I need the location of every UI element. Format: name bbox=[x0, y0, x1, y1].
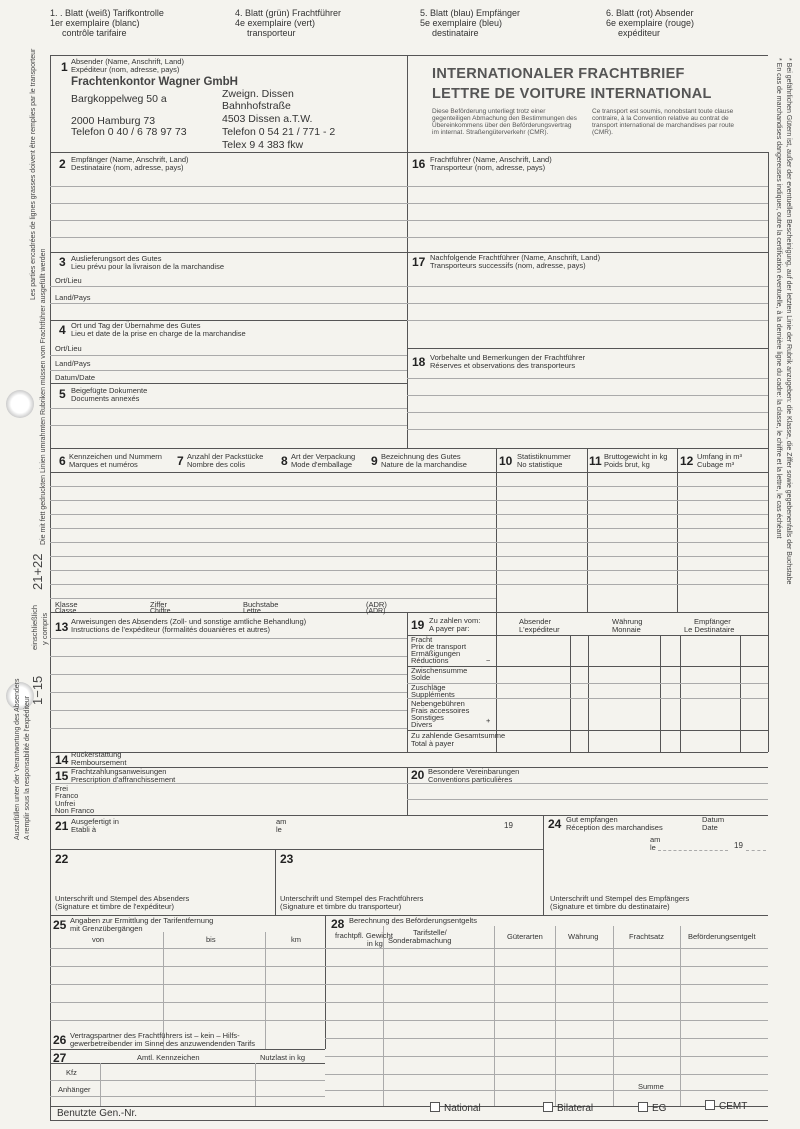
checkbox-national-label: National bbox=[444, 1103, 481, 1114]
divider-21-24 bbox=[543, 815, 544, 915]
box25-label-de2: mit Grenzübergängen bbox=[70, 924, 143, 933]
line-goods-3 bbox=[50, 514, 768, 515]
margin-left-6: y compris bbox=[40, 612, 49, 645]
box14-number: 14 bbox=[55, 753, 69, 767]
goods-9-fr: Nature de la marchandise bbox=[381, 460, 467, 469]
margin-left-1: Les parties encadrées de lignes grasses doivent être remplies par le transporteur bbox=[30, 48, 37, 300]
box19-plus: + bbox=[486, 716, 491, 725]
line-b4b bbox=[50, 370, 407, 371]
line-13b bbox=[50, 656, 407, 657]
margin-right-1: * Bei gefährlichen Gütern ist, außer der eventuellen Bescheinigung, auf der letzten Linie der Rubrik anzugeben: die Klasse, die Ziffer sowie gegebenenfalls der Buchstabe bbox=[785, 58, 792, 585]
copy-header-5 bbox=[420, 8, 520, 38]
goods-6-number: 6 bbox=[59, 454, 66, 468]
box24-am: am bbox=[650, 835, 661, 844]
goods-8-number: 8 bbox=[281, 454, 288, 468]
goods-klasse: Klasse bbox=[55, 600, 78, 609]
box5-label-fr: Documents annexés bbox=[71, 394, 140, 403]
line-goods-7 bbox=[50, 570, 768, 571]
box26-number: 26 bbox=[53, 1033, 67, 1047]
goods-adr-1: (ADR) bbox=[366, 600, 387, 609]
copy-header-4 bbox=[235, 8, 341, 38]
goods-6-fr: Marques et numéros bbox=[69, 460, 138, 469]
goods-12-number: 12 bbox=[680, 454, 694, 468]
box18-label-fr: Réserves et observations des transporteurs bbox=[430, 361, 576, 370]
box16-label-fr: Transporteur (nom, adresse, pays) bbox=[430, 163, 546, 172]
box19-wahrung: Währung bbox=[612, 617, 643, 626]
margin-left-2: Die mit fett gedruckten Linien umrahmten Rubriken müssen vom Frachtführer ausgefüllt werden bbox=[40, 248, 47, 545]
line-152 bbox=[50, 152, 768, 153]
title-fr: LETTRE DE VOITURE INTERNATIONAL bbox=[432, 86, 712, 102]
box2-label-fr: Destinataire (nom, adresse, pays) bbox=[71, 163, 184, 172]
branch-telex: Telex 9 4 383 fkw bbox=[222, 139, 304, 151]
box20-label-fr: Conventions particulières bbox=[428, 775, 513, 784]
frame-bottom bbox=[50, 1120, 768, 1121]
box25-bis: bis bbox=[206, 935, 216, 944]
box17-label-de: Nachfolgende Frachtführer (Name, Anschrift, Land) bbox=[430, 253, 601, 262]
box24-le: le bbox=[650, 843, 656, 852]
line-goods-hdr bbox=[50, 472, 768, 473]
box16-label-de: Frachtführer (Name, Anschrift, Land) bbox=[430, 155, 552, 164]
goods-classe: Classe bbox=[55, 608, 77, 615]
box19-row-2: Ermäßigungen bbox=[411, 649, 461, 658]
col-28-2 bbox=[494, 926, 495, 1106]
box19-row-7: Suppléments bbox=[411, 690, 455, 699]
box19-empfanger: Empfänger bbox=[694, 617, 731, 626]
box1-label-fr: Expéditeur (nom, adresse, pays) bbox=[71, 65, 180, 74]
goods-col-11 bbox=[587, 448, 588, 612]
footer-gen-nr: Benutzte Gen.-Nr. bbox=[57, 1108, 138, 1119]
copy4-line3: transporteur bbox=[247, 28, 296, 38]
branch-phone: Telefon 0 54 21 / 771 - 2 bbox=[222, 126, 336, 138]
goods-ziffer: Ziffer bbox=[150, 600, 167, 609]
line-b2d bbox=[50, 237, 407, 238]
line-849 bbox=[50, 849, 543, 850]
margin-left-4: 1−15 bbox=[30, 675, 45, 705]
box13-number: 13 bbox=[55, 620, 69, 634]
box25-km: km bbox=[291, 935, 301, 944]
line-b17b bbox=[407, 303, 768, 304]
box15-unfrei: Unfrei bbox=[55, 799, 76, 808]
box4-label-de: Ort und Tag der Übernahme des Gutes bbox=[71, 321, 201, 330]
line-13a bbox=[50, 638, 407, 639]
box21-am: am bbox=[276, 817, 287, 826]
line-25c bbox=[50, 1002, 325, 1003]
col-19-d bbox=[660, 635, 661, 752]
box1-label-de: Absender (Name, Anschrift, Land) bbox=[71, 57, 184, 66]
box19-absender: Absender bbox=[519, 617, 552, 626]
goods-11-de: Bruttogewicht in kg bbox=[604, 452, 668, 461]
goods-10-number: 10 bbox=[499, 454, 513, 468]
box3-land: Land/Pays bbox=[55, 293, 91, 302]
box1-number: 1 bbox=[61, 60, 68, 74]
line-b2c bbox=[50, 220, 407, 221]
line-28e bbox=[325, 1038, 768, 1039]
box15-number: 15 bbox=[55, 769, 69, 783]
line-28g bbox=[325, 1074, 768, 1075]
sender-city: 2000 Hamburg 73 bbox=[71, 115, 156, 127]
col-28-3 bbox=[555, 926, 556, 1106]
box19-row-13: Total à payer bbox=[411, 739, 454, 748]
line-28b bbox=[325, 984, 768, 985]
checkbox-eg-label: EG bbox=[652, 1103, 667, 1114]
frame-right-bold bbox=[768, 152, 769, 752]
box19-row-10: Sonstiges bbox=[411, 713, 444, 722]
copy5-line3: destinataire bbox=[432, 28, 479, 38]
box20-number: 20 bbox=[411, 768, 425, 782]
box4-land: Land/Pays bbox=[55, 359, 91, 368]
frame-top bbox=[50, 55, 768, 56]
sender-street: Bargkoppelweg 50 a bbox=[71, 93, 167, 105]
box19-label-de: Zu zahlen vom: bbox=[429, 616, 481, 625]
box19-minus: − bbox=[486, 656, 491, 665]
box26-text-2: gewerbetreibender im Sinne des anzuwendenden Tarifs bbox=[70, 1039, 255, 1048]
goods-9-de: Bezeichnung des Gutes bbox=[381, 452, 461, 461]
punch-hole-top bbox=[6, 390, 34, 418]
copy6-line3: expéditeur bbox=[618, 28, 661, 38]
box19-row-11: Divers bbox=[411, 720, 433, 729]
box19-row-6: Zuschläge bbox=[411, 683, 446, 692]
line-383 bbox=[50, 383, 407, 384]
box24-sig-de: Unterschrift und Stempel des Empfängers bbox=[550, 894, 690, 903]
box24-date: Date bbox=[702, 823, 718, 832]
line-goods-4 bbox=[50, 528, 768, 529]
copy4-line2: 4e exemplaire (vert) bbox=[235, 18, 316, 28]
box28-col1b: in kg bbox=[367, 939, 383, 948]
checkbox-eg[interactable] bbox=[638, 1102, 648, 1112]
box21-number: 21 bbox=[55, 819, 69, 833]
box22-number: 22 bbox=[55, 852, 69, 866]
box16-number: 16 bbox=[412, 157, 426, 171]
goods-7-de: Anzahl der Packstücke bbox=[187, 452, 264, 461]
line-25-hdr bbox=[50, 948, 325, 949]
checkbox-national[interactable] bbox=[430, 1102, 440, 1112]
box18-number: 18 bbox=[412, 355, 426, 369]
box23-sig-de: Unterschrift und Stempel des Frachtführers bbox=[280, 894, 424, 903]
line-b16a bbox=[407, 186, 768, 187]
checkbox-bilateral[interactable] bbox=[543, 1102, 553, 1112]
box4-ort: Ort/Lieu bbox=[55, 344, 82, 353]
line-b18b bbox=[407, 395, 768, 396]
goods-9-number: 9 bbox=[371, 454, 378, 468]
box24-label-de: Gut empfangen bbox=[566, 815, 618, 824]
box25-von: von bbox=[92, 935, 105, 944]
box4-label-fr: Lieu et date de la prise en charge de la marchandise bbox=[71, 329, 246, 338]
line-b2a bbox=[50, 186, 407, 187]
goods-8-fr: Mode d'emballage bbox=[291, 460, 353, 469]
box2-label-de: Empfänger (Name, Anschrift, Land) bbox=[71, 155, 189, 164]
box28-col5: Frachtsatz bbox=[629, 932, 665, 941]
line-28c bbox=[325, 1002, 768, 1003]
col-19-c bbox=[588, 635, 589, 752]
box2-number: 2 bbox=[59, 157, 66, 171]
margin-left-7: Auszufüllen unter der Verantwortung des Absenders bbox=[14, 678, 21, 840]
goods-col-10 bbox=[496, 448, 497, 612]
goods-8-de: Art der Verpackung bbox=[291, 452, 356, 461]
box24-year: 19 bbox=[734, 841, 743, 850]
box19-number: 19 bbox=[411, 618, 425, 632]
box25-number: 25 bbox=[53, 918, 67, 932]
col-19-b bbox=[570, 635, 571, 752]
box27-anhanger: Anhänger bbox=[58, 1085, 91, 1094]
box27-nutzlast: Nutzlast in kg bbox=[260, 1053, 306, 1062]
copy6-line1: 6. Blatt (rot) Absender bbox=[606, 8, 694, 18]
goods-11-number: 11 bbox=[589, 454, 602, 468]
line-b4a bbox=[50, 355, 407, 356]
line-goods-8 bbox=[50, 584, 768, 585]
line-27a bbox=[50, 1080, 325, 1081]
box19-monnaie: Monnaie bbox=[612, 625, 641, 634]
box27-kennzeichen: Amtl. Kennzeichen bbox=[137, 1053, 200, 1062]
checkbox-bilateral-label: Bilateral bbox=[557, 1103, 594, 1114]
box19-destinataire: Le Destinataire bbox=[684, 625, 735, 634]
box17-label-fr: Transporteurs successifs (nom, adresse, pays) bbox=[430, 261, 586, 270]
box5-number: 5 bbox=[59, 387, 66, 401]
line-28-hdr bbox=[325, 948, 768, 949]
line-goods-2 bbox=[50, 500, 768, 501]
box28-col6: Beförderungsentgelt bbox=[688, 932, 756, 941]
box21-label-de: Ausgefertigt in bbox=[71, 817, 119, 826]
box15-frei: Frei bbox=[55, 784, 68, 793]
box28-col3: Güterarten bbox=[507, 932, 543, 941]
col-27-a bbox=[100, 1063, 101, 1107]
line-28d bbox=[325, 1020, 768, 1021]
box15-nonfranco: Non Franco bbox=[55, 806, 95, 815]
box24-datum: Datum bbox=[702, 815, 725, 824]
box14-label-de: Rückerstattung bbox=[71, 750, 122, 759]
margin-right-2: * En cas de marchandises dangereuses indiquer, outre la certification éventuelle, à la dernière ligne du cadre: la classe, le chiffre et la lettre, le cas échéant bbox=[775, 58, 782, 539]
copy6-line2: 6e exemplaire (rouge) bbox=[606, 18, 695, 28]
goods-lettre: Lettre bbox=[243, 608, 261, 615]
line-25a bbox=[50, 966, 325, 967]
col-28-5 bbox=[680, 926, 681, 1106]
line-goods-5 bbox=[50, 542, 768, 543]
box27-kfz: Kfz bbox=[66, 1068, 77, 1077]
box23-sig-fr: (Signature et timbre du transporteur) bbox=[280, 902, 402, 911]
line-b5a bbox=[50, 408, 407, 409]
col-19-f bbox=[740, 635, 741, 752]
cmr-note-de: Diese Beförderung unterliegt trotz einer gegenteiligen Abmachung den Bestimmungen des Übereinkommens über den Beförderungsvertrag im internat. Straßengüterverkehr (CMR). bbox=[432, 108, 577, 136]
line-19-b bbox=[407, 683, 768, 684]
col-27-b bbox=[255, 1063, 256, 1107]
line-1063 bbox=[50, 1063, 325, 1064]
box15-label-fr: Prescription d'affranchissement bbox=[71, 775, 176, 784]
box27-number: 27 bbox=[53, 1051, 67, 1065]
copy1-line2: 1er exemplaire (blanc) bbox=[50, 18, 140, 28]
box4-datum: Datum/Date bbox=[55, 373, 96, 382]
line-b3b bbox=[50, 303, 407, 304]
box19-row-0: Fracht bbox=[411, 635, 433, 644]
copy5-line2: 5e exemplaire (bleu) bbox=[420, 18, 503, 28]
goods-col-12 bbox=[677, 448, 678, 612]
line-13d bbox=[50, 692, 407, 693]
box14-label-fr: Remboursement bbox=[71, 758, 127, 767]
box20-label-de: Besondere Vereinbarungen bbox=[428, 767, 520, 776]
box3-label-de: Auslieferungsort des Gutes bbox=[71, 254, 162, 263]
goods-10-fr: No statistique bbox=[517, 460, 563, 469]
line-20b bbox=[407, 799, 768, 800]
box19-row-3: Réductions bbox=[411, 656, 449, 665]
goods-11-fr: Poids brut, kg bbox=[604, 460, 650, 469]
divider-25-28 bbox=[325, 915, 326, 1049]
line-25b bbox=[50, 984, 325, 985]
checkbox-cemt[interactable] bbox=[705, 1100, 715, 1110]
box5-label-de: Beigefügte Dokumente bbox=[71, 386, 148, 395]
frame-left bbox=[50, 55, 51, 1121]
line-815 bbox=[50, 815, 768, 816]
line-28f bbox=[325, 1056, 768, 1057]
col-28-1 bbox=[383, 926, 384, 1106]
box28-summe: Summe bbox=[638, 1082, 664, 1091]
line-1049 bbox=[50, 1049, 325, 1050]
line-28a bbox=[325, 966, 768, 967]
branch-name: Zweign. Dissen bbox=[222, 88, 294, 100]
branch-street: Bahnhofstraße bbox=[222, 100, 291, 112]
line-b18d bbox=[407, 429, 768, 430]
line-b16c bbox=[407, 220, 768, 221]
line-b3a bbox=[50, 286, 407, 287]
copy5-line1: 5. Blatt (blau) Empfänger bbox=[420, 8, 521, 18]
line-27c bbox=[50, 1106, 325, 1107]
box22-sig-fr: (Signature et timbre de l'expéditeur) bbox=[55, 902, 174, 911]
line-b2b bbox=[50, 203, 407, 204]
line-752 bbox=[50, 752, 768, 753]
col-28-4 bbox=[613, 926, 614, 1106]
copy1-line1: 1. . Blatt (weiß) Tarifkontrolle bbox=[50, 8, 164, 18]
box19-row-9: Frais accessoires bbox=[411, 706, 470, 715]
box28-col1: frachtpfl. Gewicht bbox=[335, 931, 393, 940]
copy1-line3: contrôle tarifaire bbox=[62, 28, 127, 38]
box28-number: 28 bbox=[331, 917, 345, 931]
box13-label-fr: Instructions de l'expéditeur (formalités douanières et autres) bbox=[71, 625, 271, 634]
goods-10-de: Statistiknummer bbox=[517, 452, 571, 461]
goods-buchstabe: Buchstabe bbox=[243, 600, 279, 609]
line-25d bbox=[50, 1020, 325, 1021]
box17-number: 17 bbox=[412, 255, 426, 269]
cmr-note-fr: Ce transport est soumis, nonobstant toute clause contraire, à la Convention relative au contrat de transport international de marchandises par route (CMR). bbox=[592, 108, 734, 136]
goods-chiffre: Chiffre bbox=[150, 608, 171, 615]
box13-label-de: Anweisungen des Absenders (Zoll- und sonstige amtliche Behandlung) bbox=[71, 617, 307, 626]
goods-7-fr: Nombre des colis bbox=[187, 460, 245, 469]
box21-year: 19 bbox=[504, 821, 513, 830]
box21-le: le bbox=[276, 825, 282, 834]
line-goods-9 bbox=[50, 598, 496, 599]
branch-city: 4503 Dissen a.T.W. bbox=[222, 113, 313, 125]
line-b18a bbox=[407, 378, 768, 379]
line-b18c bbox=[407, 412, 768, 413]
box26-text-1: Vertragspartner des Frachtführers ist – kein – Hilfs- bbox=[70, 1031, 240, 1040]
goods-7-number: 7 bbox=[177, 454, 184, 468]
box3-number: 3 bbox=[59, 255, 66, 269]
goods-adr-2: (ADR) bbox=[366, 608, 386, 615]
col-25-km bbox=[265, 932, 266, 1049]
line-b17c bbox=[407, 320, 768, 321]
margin-left-8: A remplir sous la responsabilité de l'expéditeur bbox=[24, 695, 31, 840]
box24-label-fr: Réception des marchandises bbox=[566, 823, 663, 832]
box19-label-fr: A payer par: bbox=[429, 624, 470, 633]
col-19-e bbox=[680, 635, 681, 752]
line-b16d bbox=[407, 237, 768, 238]
box19-row-5: Solde bbox=[411, 673, 431, 682]
goods-12-fr: Cubage m³ bbox=[697, 460, 735, 469]
box15-franco: Franco bbox=[55, 791, 79, 800]
box19-row-12: Zu zahlende Gesamtsumme bbox=[411, 731, 506, 740]
line-448 bbox=[50, 448, 768, 449]
line-b16b bbox=[407, 203, 768, 204]
box3-label-fr: Lieu prévu pour la livraison de la marchandise bbox=[71, 262, 225, 271]
box23-number: 23 bbox=[280, 852, 294, 866]
divider-13-19 bbox=[407, 612, 408, 752]
box19-row-4: Zwischensumme bbox=[411, 666, 468, 675]
divider-22-23 bbox=[275, 849, 276, 915]
box15-label-de: Frachtzahlungsanweisungen bbox=[71, 767, 167, 776]
copy4-line1: 4. Blatt (grün) Frachtführer bbox=[235, 8, 342, 18]
line-b5b bbox=[50, 425, 407, 426]
sender-phone: Telefon 0 40 / 6 78 97 73 bbox=[71, 126, 187, 138]
box24-number: 24 bbox=[548, 817, 562, 831]
box19-row-8: Nebengebühren bbox=[411, 699, 465, 708]
line-28h bbox=[325, 1090, 768, 1091]
line-13e bbox=[50, 710, 407, 711]
margin-left-5: einschließlich bbox=[30, 604, 39, 650]
line-b17a bbox=[407, 286, 768, 287]
box28-label: Berechnung des Beförderungsentgelts bbox=[349, 916, 478, 925]
line-27b bbox=[50, 1096, 325, 1097]
box25-label-de: Angaben zur Ermittlung der Tarifentfernung bbox=[70, 916, 214, 925]
box24-year-line bbox=[746, 850, 766, 851]
box19-expediteur: L'expéditeur bbox=[519, 625, 560, 634]
box28-col2b: Sonderabmachung bbox=[388, 936, 452, 945]
copy-header-1 bbox=[50, 8, 164, 38]
divider-15-20 bbox=[407, 767, 408, 815]
line-goods-1 bbox=[50, 486, 768, 487]
box28-col2: Tarifstelle/ bbox=[413, 928, 447, 937]
line-252 bbox=[50, 252, 768, 253]
line-348 bbox=[407, 348, 768, 349]
box4-number: 4 bbox=[59, 323, 66, 337]
line-13f bbox=[50, 728, 407, 729]
sender-company: Frachtenkontor Wagner GmbH bbox=[71, 76, 238, 88]
box24-date-line bbox=[658, 850, 728, 851]
box3-ort: Ort/Lieu bbox=[55, 276, 82, 285]
box28-col4: Währung bbox=[568, 932, 599, 941]
goods-6-de: Kennzeichen und Nummern bbox=[69, 452, 162, 461]
box18-label-de: Vorbehalte und Bemerkungen der Frachtführer bbox=[430, 353, 586, 362]
line-19-hdr bbox=[407, 635, 768, 636]
box21-label-fr: Etabli à bbox=[71, 825, 97, 834]
goods-12-de: Umfang in m³ bbox=[697, 452, 743, 461]
margin-left-3: 21+22 bbox=[30, 553, 45, 590]
box22-sig-de: Unterschrift und Stempel des Absenders bbox=[55, 894, 190, 903]
copy-header-6 bbox=[606, 8, 694, 38]
line-goods-6 bbox=[50, 556, 768, 557]
line-13c bbox=[50, 674, 407, 675]
checkbox-cemt-label: CEMT bbox=[719, 1101, 748, 1112]
title-de: INTERNATIONALER FRACHTBRIEF bbox=[432, 66, 685, 82]
box24-sig-fr: (Signature et timbre du destinataire) bbox=[550, 902, 670, 911]
box19-row-1: Prix de transport bbox=[411, 642, 467, 651]
